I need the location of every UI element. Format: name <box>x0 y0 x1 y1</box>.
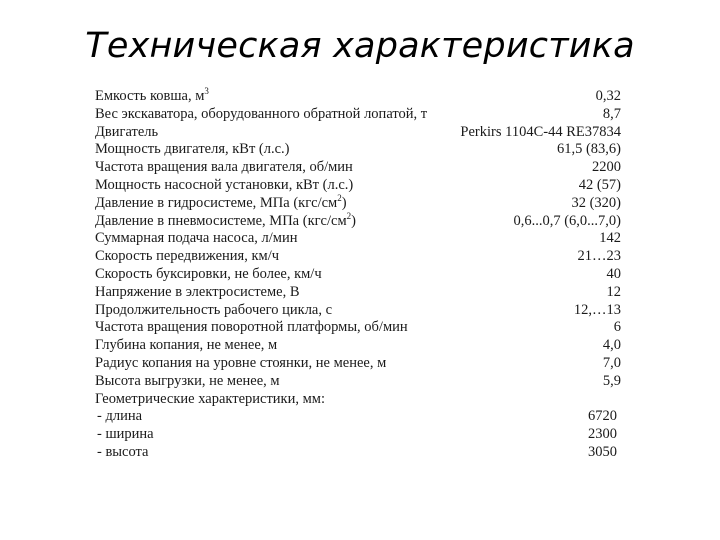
unit-superscript: 2 <box>346 210 352 221</box>
spec-value: 0,32 <box>595 88 621 104</box>
spec-row <box>95 106 621 124</box>
spec-row <box>95 284 621 302</box>
spec-label <box>97 444 149 462</box>
spec-value: Perkirs 1104С-44 RE37834 <box>460 123 621 140</box>
spec-value: 3050 <box>588 443 617 460</box>
spec-label <box>95 192 347 213</box>
spec-row <box>95 373 621 391</box>
spec-row <box>95 408 621 426</box>
spec-label-text: Емкость ковша, м <box>95 88 205 104</box>
spec-row <box>95 426 621 444</box>
spec-value: 142 <box>599 230 621 247</box>
spec-label <box>95 319 408 337</box>
spec-label-text: Продолжительность рабочего цикла, с <box>95 301 333 318</box>
spec-label <box>95 284 300 302</box>
spec-label-text: Скорость буксировки, не более, км/ч <box>95 265 322 282</box>
spec-label <box>95 177 353 195</box>
spec-row <box>95 210 621 231</box>
spec-label <box>95 159 353 177</box>
spec-value: 12 <box>606 283 621 300</box>
spec-label-text: Частота вращения поворотной платформы, об/мин <box>95 319 408 336</box>
spec-row <box>95 230 621 248</box>
spec-label <box>95 373 280 391</box>
spec-label-text: Напряжение в электросистеме, В <box>95 283 300 300</box>
spec-value: 21…23 <box>577 248 621 265</box>
spec-label-text: Мощность двигателя, кВт (л.с.) <box>95 141 290 158</box>
spec-label-text: Глубина копания, не менее, м <box>95 337 278 354</box>
unit-superscript: 3 <box>204 86 209 96</box>
spec-label <box>95 248 279 266</box>
spec-label <box>95 391 325 409</box>
spec-value: 5,9 <box>602 372 621 389</box>
spec-value: 7,0 <box>602 354 621 371</box>
spec-label-text: Радиус копания на уровне стоянки, не менее, м <box>95 354 387 371</box>
spec-row <box>95 391 621 409</box>
spec-label-suffix: ) <box>351 212 356 229</box>
spec-value: 6 <box>613 319 621 336</box>
spec-value: 42 (57) <box>578 176 621 193</box>
spec-value: 4,0 <box>602 337 621 354</box>
spec-value: 2300 <box>588 426 617 443</box>
spec-label-text: Двигатель <box>95 123 159 140</box>
spec-label-text: Частота вращения вала двигателя, об/мин <box>95 159 353 176</box>
spec-label <box>95 266 322 284</box>
spec-value: 6720 <box>588 408 617 425</box>
spec-label-text: Высота выгрузки, не менее, м <box>95 372 280 389</box>
spec-label-text: - ширина <box>97 426 154 443</box>
spec-value: 0,6...0,7 (6,0...7,0) <box>513 212 621 229</box>
spec-label <box>95 106 427 124</box>
spec-value: 40 <box>606 265 621 282</box>
spec-value: 32 (320) <box>571 194 621 211</box>
spec-label <box>95 210 356 231</box>
spec-label <box>95 355 386 373</box>
spec-row <box>95 337 621 355</box>
spec-label-text: Мощность насосной установки, кВт (л.с.) <box>95 176 354 193</box>
spec-label-text: Геометрические характеристики, мм: <box>95 390 325 407</box>
spec-row <box>95 444 621 462</box>
spec-table <box>95 88 621 462</box>
spec-row <box>95 124 621 142</box>
spec-value: 2200 <box>592 159 621 176</box>
slide-title: Техническая характеристика <box>85 26 635 66</box>
spec-value: 61,5 (83,6) <box>556 141 621 158</box>
spec-label-text: Скорость передвижения, км/ч <box>95 248 280 265</box>
spec-label <box>95 124 158 142</box>
spec-label-text: Давление в пневмосистеме, МПа (кгс/см <box>95 212 347 229</box>
spec-label-text: Суммарная подача насоса, л/мин <box>95 230 298 247</box>
spec-row <box>95 302 621 320</box>
spec-row <box>95 266 621 284</box>
spec-label <box>97 426 154 444</box>
spec-row <box>95 159 621 177</box>
unit-superscript: 2 <box>337 192 342 203</box>
spec-label-text: - высота <box>97 443 149 460</box>
spec-row <box>95 88 621 106</box>
spec-label <box>95 337 277 355</box>
spec-row <box>95 355 621 373</box>
spec-label-text: - длина <box>97 408 143 425</box>
spec-label <box>95 141 290 159</box>
spec-label <box>97 408 142 426</box>
spec-label-suffix: ) <box>341 194 347 211</box>
spec-row <box>95 248 621 266</box>
spec-label-text: Давление в гидросистеме, МПа (кгс/см <box>95 194 338 211</box>
spec-label <box>95 88 209 106</box>
spec-label-text: Вес экскаватора, оборудованного обратной лопатой, т <box>95 105 428 122</box>
spec-row <box>95 319 621 337</box>
spec-label <box>95 230 297 248</box>
spec-row <box>95 177 621 195</box>
spec-label <box>95 302 332 320</box>
spec-value: 12,…13 <box>573 301 621 318</box>
spec-value: 8,7 <box>602 105 621 122</box>
spec-row <box>95 141 621 159</box>
spec-row <box>95 192 621 213</box>
